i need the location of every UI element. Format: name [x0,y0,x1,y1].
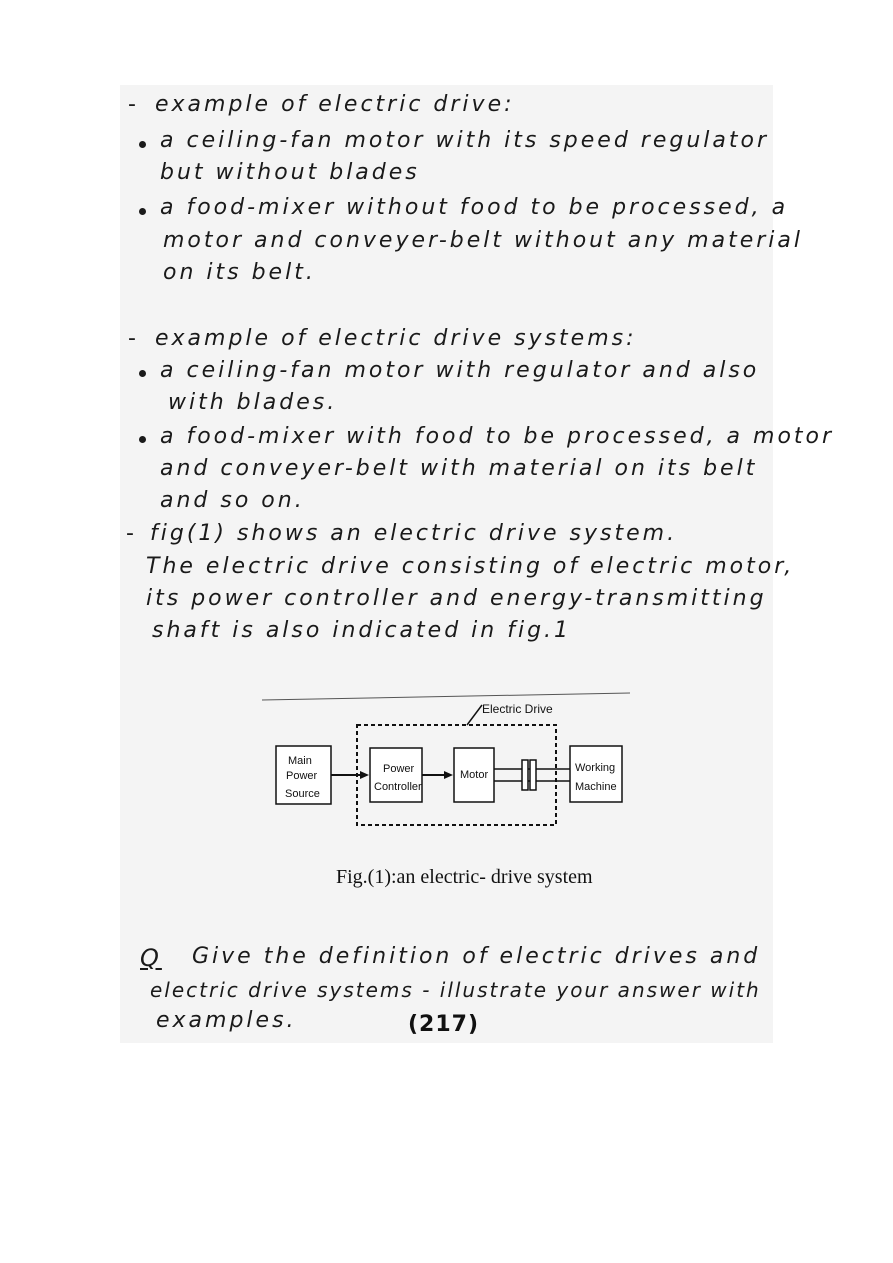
section2-bullet1-line1: a ceiling-fan motor with regulator and also [160,358,760,383]
question-line1: Give the definition of electric drives and [192,944,761,969]
section2-heading: example of electric drive systems: [155,326,637,351]
motor-text: Motor [460,769,489,781]
drive-label: Electric Drive [482,702,553,716]
coupling [522,760,528,790]
dash-marker: - [128,92,136,117]
question-marker: Q [140,944,162,972]
arrow-head [444,771,453,779]
section1-bullet1-line2: but without blades [160,160,420,185]
main-source-text-1: Main [288,755,312,767]
section2-bullet1-line2: with blades. [168,390,338,415]
controller-text-2: Controller [374,781,422,793]
page-number: (217) [408,1012,480,1037]
arrow-head [360,771,369,779]
section3-line3: its power controller and energy-transmitting [146,586,767,611]
machine-text-1: Working [575,762,616,774]
label-pointer [467,705,482,725]
main-source-text-2: Power [286,770,318,782]
dash-marker: - [126,521,134,546]
machine-text-2: Machine [575,781,617,793]
main-source-text-3: Source [285,788,320,800]
section1-bullet2-line1: a food-mixer without food to be processed, a [160,195,789,220]
scan-line [262,693,630,700]
section1-bullet1-line1: a ceiling-fan motor with its speed regulator [160,128,769,153]
section3-line1: fig(1) shows an electric drive system. [150,521,678,546]
section2-bullet2-line2: and conveyer-belt with material on its belt [160,456,758,481]
section2-bullet2-line1: a food-mixer with food to be processed, a motor [160,424,835,449]
question-line2: electric drive systems - illustrate your answer with [150,978,761,1002]
section2-bullet2-line3: and so on. [160,488,305,513]
figure-caption: Fig.(1):an electric- drive system [336,866,593,888]
section1-heading: example of electric drive: [155,92,515,117]
dash-marker: - [128,326,136,351]
working-machine-box [570,746,622,802]
section1-bullet2-line2: motor and conveyer-belt without any material [163,228,803,253]
question-line3: examples. [156,1008,297,1033]
section3-line4: shaft is also indicated in fig.1 [152,618,572,643]
section1-bullet2-line3: on its belt. [163,260,316,285]
coupling [530,760,536,790]
power-controller-box [370,748,422,802]
section3-line2: The electric drive consisting of electric motor, [146,554,795,579]
controller-text-1: Power [383,763,415,775]
